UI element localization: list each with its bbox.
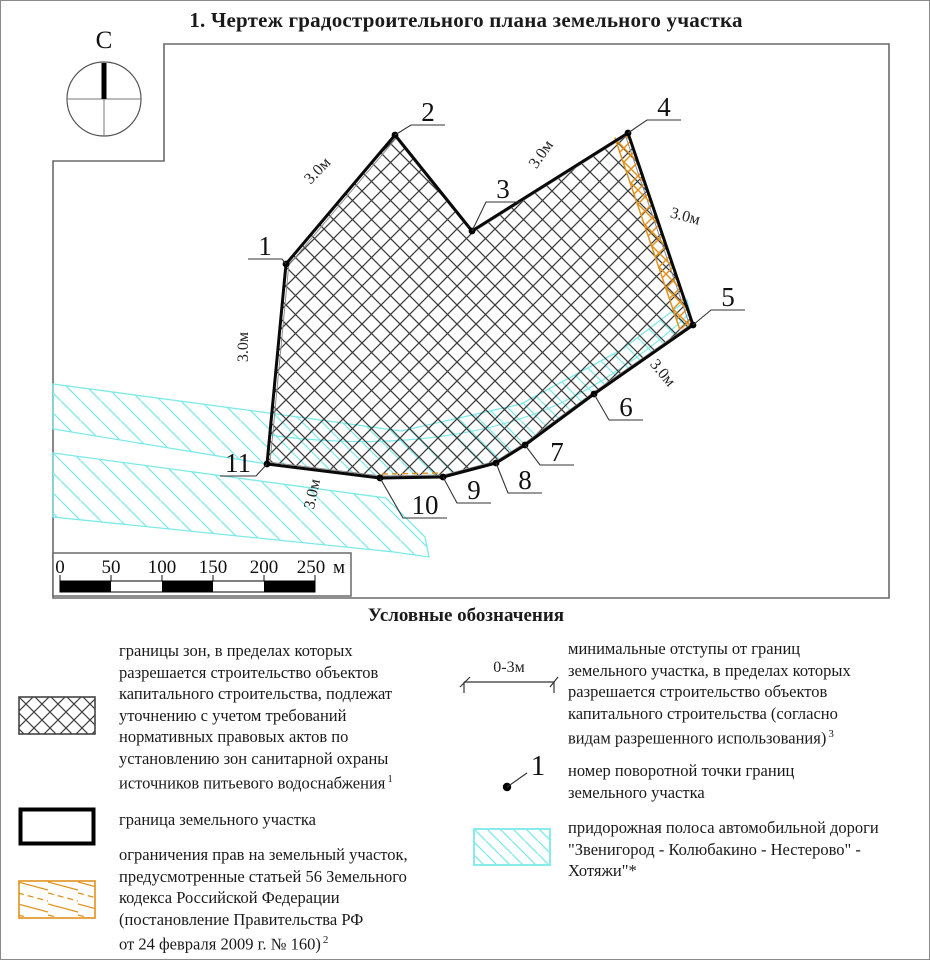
point-label-4: 4 [657, 92, 671, 122]
buildable-zone-crosshatch [267, 133, 693, 478]
legend-cyan-hatch-swatch [473, 828, 551, 866]
legend-item-restrictions-text: ограничения прав на земельный участок, предусмотренные статьей 56 Земельного кодекса Российской Федерации (постановление Правительства РФ от 24 февраля 2009 г. № 160) $^2$ [119, 845, 408, 954]
legend-item-buildable-zones-text: границы зон, в пределах которых разрешается строительство объектов капитального строительства, подлежат уточнению с учетом требований нормативных правовых актов по установлению зон санитарной охраны источников питьевого водоснабжения $^1$ [119, 641, 393, 793]
dim-label-edge-11-10: 3.0м [301, 477, 325, 511]
scale-tick-100: 100 [147, 557, 177, 578]
scale-tick-150: 150 [198, 557, 228, 578]
footnote-1: 1 [387, 773, 393, 785]
point-label-2: 2 [421, 97, 435, 127]
scale-tick-200: 200 [249, 557, 279, 578]
page-title: 1. Чертеж градостроительного плана земельного участка [189, 8, 743, 32]
point-label-9: 9 [467, 475, 481, 505]
turning-point-symbol-number: 1 [530, 750, 546, 782]
point-label-1: 1 [258, 231, 272, 261]
dim-label-edge-4-5: 3.0м [668, 204, 702, 229]
point-label-3: 3 [496, 174, 510, 204]
legend-turning-point-symbol [491, 741, 571, 799]
dim-label-edge-5-6: 3.0м [646, 356, 679, 391]
point-label-8: 8 [518, 465, 532, 495]
compass [67, 27, 141, 136]
footnote-2: 2 [322, 934, 329, 946]
point-label-6: 6 [619, 392, 633, 422]
legend-orange-hatch-swatch [18, 880, 96, 919]
site-plan-map [1, 1, 930, 606]
dim-label-edge-11-1: 3.0м [235, 331, 252, 363]
point-label-11: 11 [225, 448, 251, 478]
legend-item-roadside-zone-text: придорожная полоса автомобильной дороги "Звенигород - Колюбакино - Нестерово" - Хотяжи"* [568, 818, 879, 880]
scale-tick-0: 0 [55, 557, 65, 578]
scale-unit: м [332, 557, 346, 578]
legend-crosshatch-swatch [18, 696, 96, 735]
legend-title: Условные обозначения [367, 605, 565, 626]
legend-item-parcel-boundary-text: граница земельного участка [119, 810, 316, 829]
point-label-7: 7 [550, 437, 564, 467]
compass-north-label: С [95, 27, 113, 54]
point-label-5: 5 [721, 282, 735, 312]
scale-tick-50: 50 [101, 557, 121, 578]
scale-tick-250: 250 [296, 557, 326, 578]
footnote-3: 3 [828, 728, 834, 740]
legend-offset-dimension-symbol [459, 654, 559, 698]
legend-item-turning-point-text: номер поворотной точки границ земельного участка [568, 761, 795, 802]
dim-label-edge-3-4: 3.0м [525, 137, 557, 172]
point-label-10: 10 [411, 490, 439, 520]
legend-item-min-offsets-text: минимальные отступы от границ земельного участка, в пределах которых разрешается строительство объектов капитального строительства (согласно видам разрешенного использования) $^3$ [568, 639, 851, 748]
dim-label-edge-1-2: 3.0м [301, 154, 335, 188]
legend-parcel-boundary-swatch [18, 807, 96, 846]
scale-bar [53, 553, 351, 596]
offset-dimension-label: 0-3м [493, 659, 525, 676]
